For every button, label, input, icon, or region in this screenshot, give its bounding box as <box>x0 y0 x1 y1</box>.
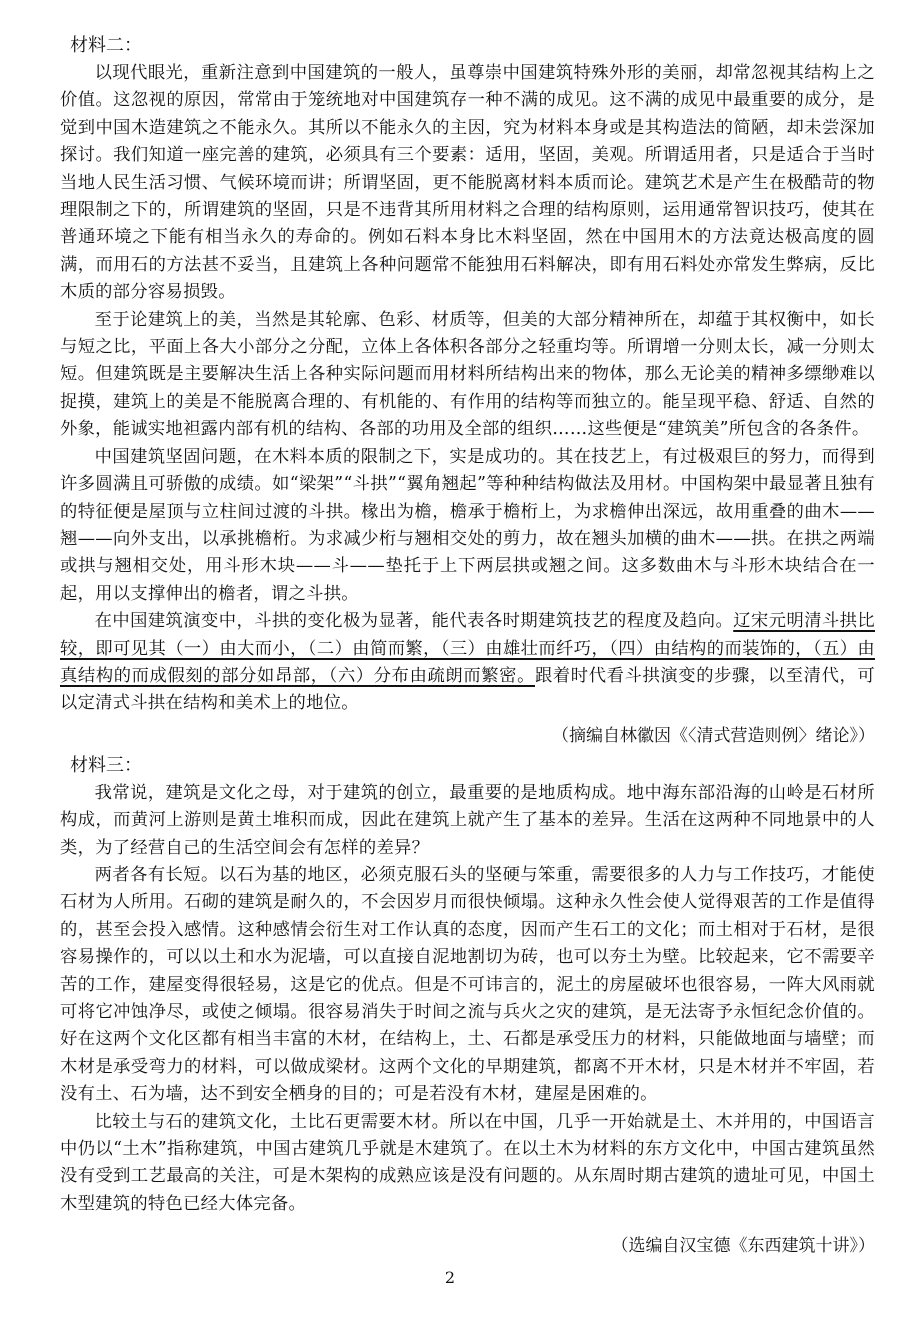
material-two-paragraph-1: 以现代眼光，重新注意到中国建筑的一般人，虽尊崇中国建筑特殊外形的美丽，却常忽视其结构上之价值。这忽视的原因，常常由于笼统地对中国建筑存一种不满的成见。这不满的成见中最重要的成分，是觉到中国木造建筑之不能永久。其所以不能永久的主因，究为材料本身或是其构造法的简陋，却未尝深加探讨。我们知道一座完善的建筑，必须具有三个要素：适用，坚固，美观。所谓适用者，只是适合于当时当地人民生活习惯、气候环境而讲；所谓坚固，更不能脱离材料本质而论。建筑艺术是产生在极酷苛的物理限制之下的，所谓建筑的坚固，只是不违背其所用材料之合理的结构原则，运用通常智识技巧，使其在普通环境之下能有相当永久的寿命的。例如石料本身比木料坚固，然在中国用木的方法竟达极高度的圆满，而用石的方法甚不妥当，且建筑上各种问题常不能独用石料解决，即有用石料处亦常发生弊病，反比木质的部分容易损毁。 <box>60 63 875 303</box>
material-two-source: （摘编自林徽因《〈清式营造则例〉绪论》） <box>552 725 875 746</box>
paragraph-4-end: 跟着时代看斗拱演变的步骤，以至清代，可以定清式斗拱在结构和美术上的地位。 <box>60 665 875 714</box>
underlined-passage: 辽宋元明清斗拱比较，即可见其（一）由大而小，（二）由简而繁，（三）由雄壮而纤巧，（四）由结构的而装饰的，（五）由真结构的而成假刻的部分如昂部，（六）分布由疏朗而繁密。 <box>60 611 875 686</box>
material-three-paragraph-3: 比较土与石的建筑文化，土比石更需要木材。所以在中国，几乎一开始就是土、木并用的，中国语言中仍以“土木”指称建筑，中国古建筑几乎就是木建筑了。在以土木为材料的东方文化中，中国古建筑虽然没有受到工艺最高的关注，可是木架构的成熟应该是没有问题的。从东周时期古建筑的遗址可见，中国土木型建筑的特色已经大体完备。 <box>60 1111 875 1214</box>
material-three-paragraph-2: 两者各有长短。以石为基的地区，必须克服石头的坚硬与笨重，需要很多的人力与工作技巧，才能使石材为人所用。石砌的建筑是耐久的，不会因岁月而很快倾塌。这种永久性会使人觉得艰苦的工作是值得的，甚至会投入感情。这种感情会衍生对工作认真的态度，因而产生石工的文化；而土相对于石材，是很容易操作的，可以以土和水为泥墙，可以直接自泥地割切为砖，也可以夯土为壁。比较起来，它不需要辛苦的工作，建屋变得很轻易，这是它的优点。但是不可讳言的，泥土的房屋破坏也很容易，一阵大风雨就可将它冲蚀净尽，或使之倾塌。很容易消失于时间之流与兵火之灾的建筑，是无法寄予永恒纪念价值的。好在这两个文化区都有相当丰富的木材，在结构上，土、石都是承受压力的材料，只能做地面与墙壁；而木材是承受弯力的材料，可以做成梁材。这两个文化的早期建筑，都离不开木材，只是木材并不牢固，若没有土、石为墙，达不到安全栖身的目的；可是若没有木材，建屋是困难的。 <box>60 864 875 1105</box>
page-number: 2 <box>444 1268 456 1287</box>
material-three-source: （选编自汉宝德《东西建筑十讲》） <box>611 1236 875 1257</box>
material-three-paragraph-1: 我常说，建筑是文化之母，对于建筑的创立，最重要的是地质构成。地中海东部沿海的山岭是石材所构成，而黄河上游则是黄土堆积而成，因此在建筑上就产生了基本的差异。生活在这两种不同地景中的人类，为了经营自己的生活空间会有怎样的差异？ <box>60 782 875 858</box>
material-two-paragraph-2: 至于论建筑上的美，当然是其轮廓、色彩、材质等，但美的大部分精神所在，却蕴于其权衡中，如长与短之比，平面上各大小部分之分配，立体上各体积各部分之轻重均等。所谓增一分则太长，减一分则太短。但建筑既是主要解决生活上各种实际问题而用材料所结构出来的物体，那么无论美的精神多缥缈难以捉摸，建筑上的美是不能脱离合理的、有机能的、有作用的结构等而独立的。能呈现平稳、舒适、自然的外象，能诚实地袒露内部有机的结构、各部的功用及全部的组织……这些便是“建筑美”所包含的各条件。 <box>60 309 875 440</box>
document-page <box>60 32 875 1262</box>
paragraph-4-start: 在中国建筑演变中，斗拱的变化极为显著，能代表各时期建筑技艺的程度及趋向。 <box>94 611 734 632</box>
spacer <box>60 1218 875 1228</box>
material-two-heading: 材料二： <box>70 35 142 56</box>
material-three-heading: 材料三： <box>70 754 142 776</box>
material-two-paragraph-4 <box>60 608 875 718</box>
material-two-paragraph-3: 中国建筑坚固问题，在木料本质的限制之下，实是成功的。其在技艺上，有过极艰巨的努力，而得到许多圆满且可骄傲的成绩。如“梁架”“斗拱”“翼角翘起”等种种结构做法及用材。中国构架中最显著且独有的特征便是屋顶与立柱间过渡的斗拱。椽出为檐，檐承于檐桁上，为求檐伸出深远，故用重叠的曲木——翘——向外支出，以承挑檐桁。为求减少桁与翘相交处的剪力，故在翘头加横的曲木——拱。在拱之两端或拱与翘相交处，用斗形木块——斗——垫托于上下两层拱或翘之间。这多数曲木与斗形木块结合在一起，用以支撑伸出的檐者，谓之斗拱。 <box>60 446 875 604</box>
